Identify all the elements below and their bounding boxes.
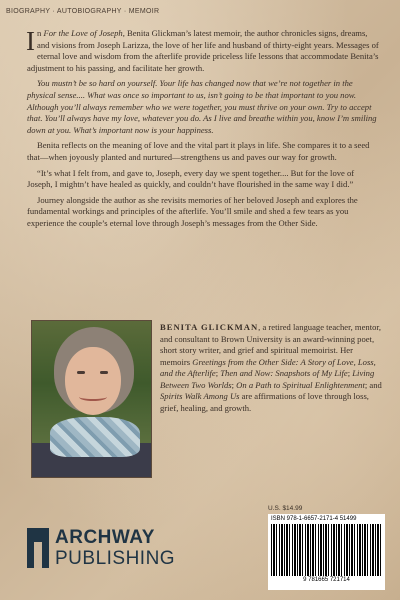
blurb-quote-joseph: You mustn’t be so hard on yourself. Your life has changed now that we’re not together in the physical sense.... What was once so important to us, isn’t going to be that important to you now. Although you’ll always remember who we were together, you must thrive on your own. Try to accept that. You’ll always have my love, whatever you do. As I live and breathe within you, know I’m smiling down at you. What’s important now is your happiness.	[27, 78, 377, 135]
barcode-digits: 9 781665 721714	[303, 577, 350, 583]
blurb-paragraph-4: “It’s what I felt from, and gave to, Joseph, every day we spent together.... But for the love of Joseph, I mightn’t have healed as quickly, and couldn’t have flourished in the same way I did.”	[27, 167, 355, 190]
publisher-logo	[27, 526, 227, 576]
bio-sep-2: ;	[347, 368, 353, 378]
bio-sep-1: ;	[215, 368, 221, 378]
blurb-paragraph-3: Benita reflects on the meaning of love and the vital part it plays in life. She compares it to a seed that—when joyously planted and nurtured—strengthens us and paves our way for growth.	[27, 140, 370, 162]
publisher-name-line1: ARCHWAY	[55, 527, 155, 548]
author-bio	[160, 322, 384, 414]
author-name: BENITA GLICKMAN	[160, 322, 259, 332]
bio-book-3: Living Between Two Worlds	[160, 368, 375, 390]
author-photo	[31, 320, 152, 478]
back-cover-blurb	[27, 28, 381, 234]
author-photo-scarf	[50, 417, 140, 457]
drop-cap: I	[26, 26, 35, 56]
barcode-icon	[271, 524, 382, 576]
bio-book-5: Spirits Walk Among Us	[160, 391, 240, 401]
blurb-p1-start: n	[37, 28, 44, 38]
book-title-inline: For the Love of Joseph	[43, 28, 123, 38]
author-photo-face	[65, 347, 121, 415]
isbn-label: ISBN 978-1-6657-2171-4	[271, 516, 339, 522]
blurb-p1-rest: , Benita Glickman’s latest memoir, the author chronicles signs, dreams, and visions from Joseph Larizza, the love of her life and husband of thirty-eight years. Messages of eternal love and wisdom from the afterlife provide priceless life lessons that accommodate Benita’s adjustment to his passing, and facilitate her growth.	[27, 28, 379, 73]
archway-icon	[27, 528, 49, 568]
publisher-name-line2: PUBLISHING	[55, 548, 176, 569]
bio-text-1: , a retired language teacher, mentor, and consultant to Brown University is an award-winning poet, short story writer, and grief and spiritual memoirist. Her memoirs	[160, 322, 382, 367]
price-label: U.S. $14.99	[268, 505, 303, 512]
isbn-barcode	[268, 514, 385, 590]
bio-book-4: On a Path to Spiritual Enlightenment	[236, 379, 365, 390]
author-photo-smile	[79, 393, 107, 401]
bio-book-1: Greetings from the Other Side: A Story of Love, Loss, and the Afterlife	[160, 356, 376, 378]
bio-text-end: are affirmations of love through loss, grief, healing, and growth.	[160, 391, 369, 413]
isbn-number	[271, 516, 382, 522]
author-photo-eye-left	[77, 371, 85, 374]
isbn-addon: 51499	[339, 516, 357, 522]
bio-sep-4: ; and	[364, 379, 382, 390]
genre-label: BIOGRAPHY · AUTOBIOGRAPHY · MEMOIR	[6, 8, 160, 15]
author-photo-eye-right	[100, 371, 108, 374]
blurb-paragraph-5: Journey alongside the author as she revisits memories of her beloved Joseph and explores the fundamental workings and principles of the afterlife. You’ll smile and shed a few tears as you experience the couple’s eternal love through Joseph’s messages from the Other Side.	[27, 194, 358, 228]
blurb-paragraph-1	[27, 28, 381, 74]
bio-sep-3: ;	[231, 379, 237, 390]
bio-book-2: Then and Now: Snapshots of My Life	[220, 368, 348, 378]
